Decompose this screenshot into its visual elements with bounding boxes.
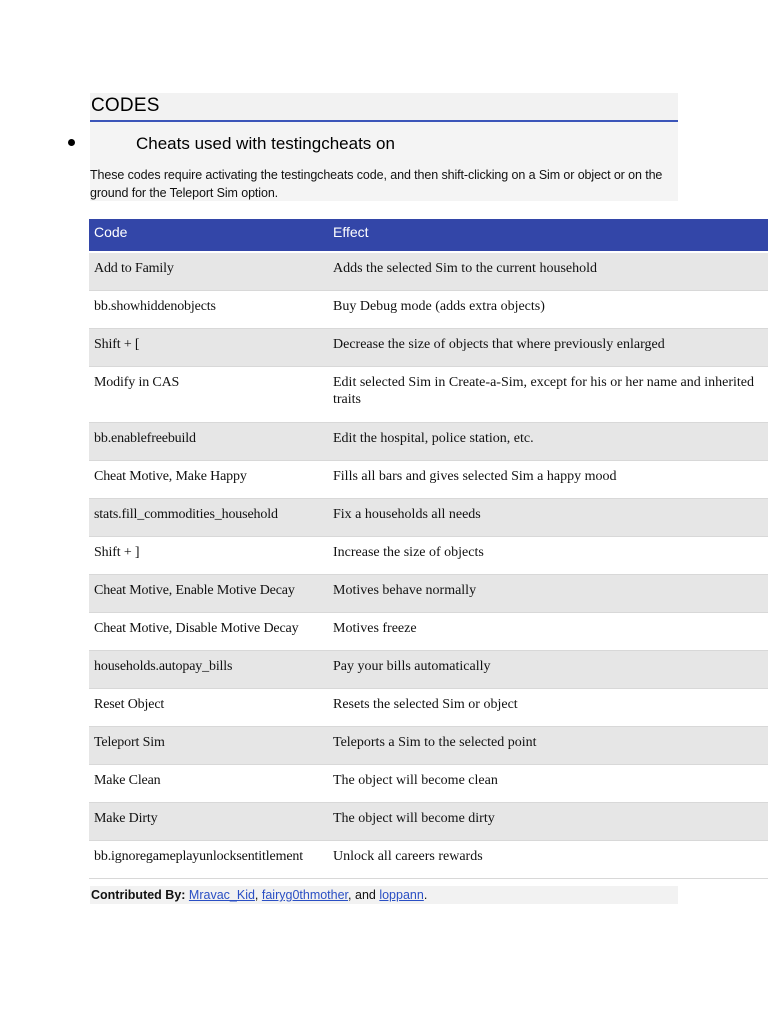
effect-cell: Buy Debug mode (adds extra objects) [328,290,768,328]
contributors-label: Contributed By: [91,888,186,902]
contributor-link-2[interactable]: fairyg0thmother [261,888,349,902]
code-cell: Reset Object [89,688,328,726]
effect-cell: Motives freeze [328,612,768,650]
code-cell: stats.fill_commodities_household [89,498,328,536]
code-cell: bb.showhiddenobjects [89,290,328,328]
intro-text: These codes require activating the testingcheats code, and then shift-clicking on a Sim or object or on the ground for the Teleport Sim option. [90,168,663,200]
cheat-codes-table [89,219,768,879]
effect-cell: Unlock all careers rewards [328,840,768,878]
effect-cell: The object will become clean [328,764,768,802]
effect-cell: Fix a households all needs [328,498,768,536]
section-title: CODES [91,95,160,116]
table-body [89,252,768,878]
table-row [89,840,768,878]
contributor-link-1[interactable]: Mravac_Kid [188,888,255,902]
table-row [89,726,768,764]
title-band [90,93,678,120]
table-row [89,650,768,688]
code-cell: households.autopay_bills [89,650,328,688]
table-row [89,290,768,328]
effect-cell: Teleports a Sim to the selected point [328,726,768,764]
subheading: Cheats used with testingcheats on [136,134,395,153]
effect-cell: Increase the size of objects [328,536,768,574]
effect-cell: Edit selected Sim in Create-a-Sim, except for his or her name and inherited traits [328,366,768,422]
contributor-separator: , and [348,888,380,902]
table-row [89,498,768,536]
code-cell: Make Dirty [89,802,328,840]
effect-cell: Decrease the size of objects that where previously enlarged [328,328,768,366]
effect-cell: Pay your bills automatically [328,650,768,688]
effect-cell: Resets the selected Sim or object [328,688,768,726]
column-header-effect: Effect [328,219,768,252]
table-row [89,460,768,498]
code-cell: bb.ignoregameplayunlocksentitlement [89,840,328,878]
effect-cell: The object will become dirty [328,802,768,840]
table-row [89,536,768,574]
contributor-link-3[interactable]: loppann [379,888,424,902]
code-cell: Cheat Motive, Enable Motive Decay [89,574,328,612]
table-row [89,422,768,460]
effect-cell: Adds the selected Sim to the current household [328,252,768,290]
code-cell: Teleport Sim [89,726,328,764]
effect-cell: Edit the hospital, police station, etc. [328,422,768,460]
code-cell: Make Clean [89,764,328,802]
table-row [89,366,768,422]
column-header-code: Code [89,219,328,252]
table-row [89,802,768,840]
code-cell: Shift + ] [89,536,328,574]
effect-cell: Motives behave normally [328,574,768,612]
table-row [89,252,768,290]
code-cell: bb.enablefreebuild [89,422,328,460]
bullet-icon [68,139,75,146]
table-row [89,688,768,726]
contributor-separator: , [254,888,262,902]
table-row [89,328,768,366]
table-row [89,612,768,650]
table-header-row [89,219,768,252]
code-cell: Modify in CAS [89,366,328,422]
footer-period: . [423,888,428,902]
effect-cell: Fills all bars and gives selected Sim a happy mood [328,460,768,498]
code-cell: Cheat Motive, Disable Motive Decay [89,612,328,650]
table-row [89,764,768,802]
contributors-line [91,888,427,902]
code-cell: Shift + [ [89,328,328,366]
code-cell: Cheat Motive, Make Happy [89,460,328,498]
code-cell: Add to Family [89,252,328,290]
table-row [89,574,768,612]
